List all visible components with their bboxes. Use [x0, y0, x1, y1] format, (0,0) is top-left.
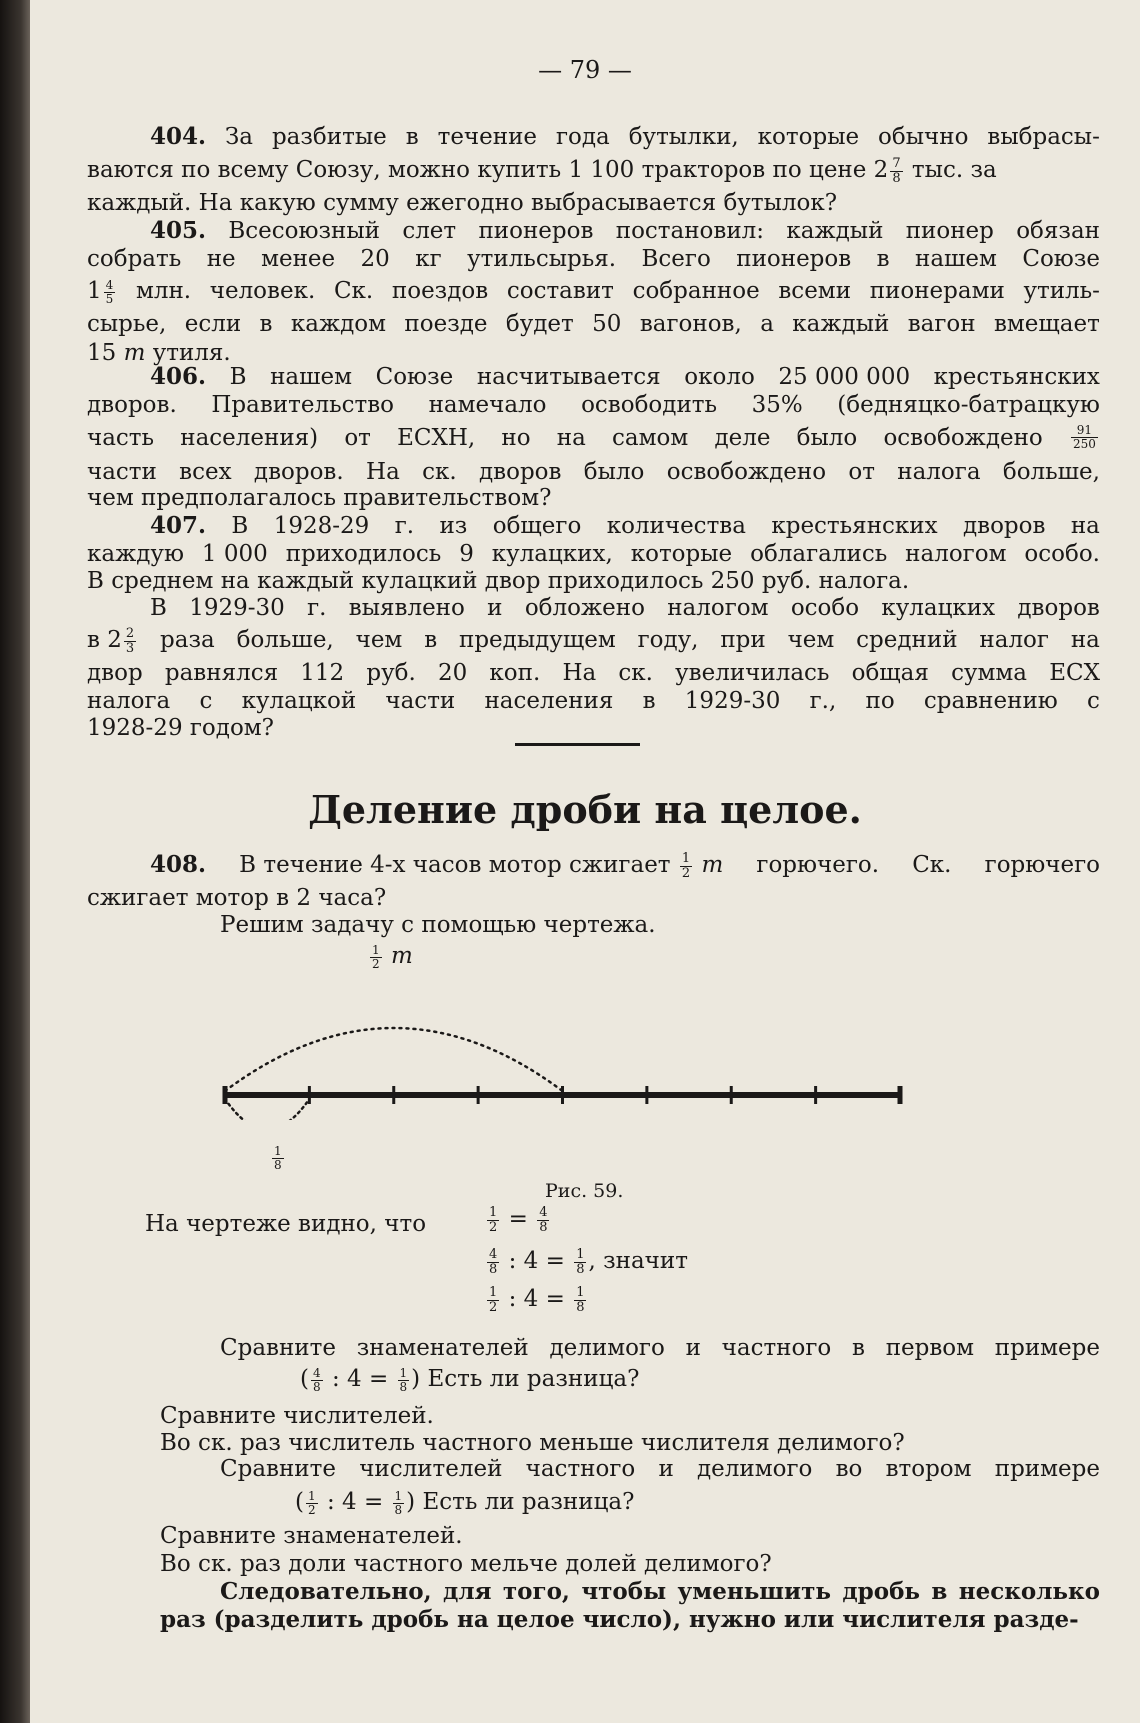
- question-1: [220, 1334, 1100, 1362]
- word: 20: [437, 660, 468, 686]
- word: с: [199, 688, 213, 714]
- word: сравнению: [923, 688, 1058, 714]
- word: освобождено: [883, 425, 1043, 451]
- word: но: [501, 425, 531, 451]
- word: 1 000: [201, 541, 268, 567]
- word: человек.: [209, 278, 316, 304]
- word: налог: [979, 627, 1049, 653]
- word: нашем: [270, 364, 353, 390]
- problem-408-line-3: Решим задачу с помощью чертежа.: [220, 912, 656, 938]
- word: обложено: [524, 595, 645, 621]
- word: а: [760, 311, 774, 337]
- half-arc: [225, 1028, 563, 1091]
- word: от: [344, 425, 371, 451]
- word: примере: [994, 1335, 1100, 1361]
- word: сумма: [951, 660, 1028, 686]
- word: дробь: [842, 1578, 921, 1605]
- word: дворов.: [253, 459, 344, 485]
- word: Всего: [641, 246, 711, 272]
- problem-407-line-7: [87, 687, 1100, 715]
- word: крестьянских: [933, 364, 1100, 390]
- word: налогом: [905, 541, 1007, 567]
- word: собранное: [632, 278, 760, 304]
- word: слет: [402, 218, 457, 244]
- word: крестьянских: [771, 513, 938, 539]
- word: г.,: [809, 688, 837, 714]
- problem-number: 406.: [150, 363, 207, 390]
- word: каждую: [87, 541, 184, 567]
- conclusion-line-2: раз (разделить дробь на целое число), нужно или числителя разде-: [160, 1606, 1079, 1633]
- word: кулацких,: [491, 541, 613, 567]
- equation-intro: На чертеже видно, что: [145, 1211, 427, 1237]
- word: пионер: [905, 218, 994, 244]
- word: в: [424, 627, 438, 653]
- word: сырье,: [87, 311, 167, 337]
- word: каждый: [786, 218, 884, 244]
- word: дворов: [962, 513, 1046, 539]
- word: насчитывается: [476, 364, 661, 390]
- word: первом: [885, 1335, 975, 1361]
- problem-405-line-3: 1 $\frac{4}{5}$ млн. человек. Ск. поездов составит собранное всеми пионерами утиль-: [87, 277, 1100, 306]
- fraction: $\frac{7}{8}$: [892, 155, 901, 186]
- word: не: [206, 246, 236, 272]
- fraction: $\frac{1}{8}$: [274, 1143, 282, 1172]
- word: вагонов,: [639, 311, 742, 337]
- word: увеличилась: [675, 660, 830, 686]
- word: коп.: [489, 660, 541, 686]
- word: За: [224, 124, 254, 150]
- problem-number: 405.: [150, 217, 207, 244]
- book-spine-shadow: [0, 0, 30, 1723]
- word: того,: [502, 1578, 570, 1605]
- word: 9: [459, 541, 474, 567]
- word: (бедняцко-батрацкую: [837, 392, 1100, 418]
- word: В: [231, 513, 249, 539]
- figure-caption: Рис. 59.: [545, 1180, 624, 1202]
- problem-number: 404.: [150, 123, 207, 150]
- word: от: [848, 459, 875, 485]
- word: общая: [851, 660, 929, 686]
- word: г.: [307, 595, 327, 621]
- word: из: [439, 513, 468, 539]
- word: всеми: [778, 278, 852, 304]
- figure-bottom-label: [270, 1143, 286, 1172]
- word: намечало: [428, 392, 547, 418]
- word: налогом: [667, 595, 769, 621]
- word: около: [684, 364, 755, 390]
- word: утильсырья.: [467, 246, 617, 272]
- word: средний: [856, 627, 958, 653]
- word: чем: [787, 627, 835, 653]
- word: чем: [355, 627, 403, 653]
- question-3: Во ск. раз числитель частного меньше числителя делимого?: [160, 1430, 905, 1456]
- word: часть: [87, 425, 155, 451]
- problem-404-line-3: каждый. На какую сумму ежегодно выбрасывается бутылок?: [87, 190, 838, 216]
- word: деле: [714, 425, 771, 451]
- problem-407-line-6: [87, 659, 1100, 687]
- word: обычно: [878, 124, 969, 150]
- word: равнялся: [164, 660, 279, 686]
- word: пионеров: [736, 246, 852, 272]
- equation-1: $\frac{1}{2}$ = $\frac{4}{8}$: [489, 1204, 548, 1235]
- word: при: [720, 627, 766, 653]
- section-divider: [515, 743, 640, 746]
- word: населения): [180, 425, 319, 451]
- word: составит: [506, 278, 614, 304]
- word: дворов.: [87, 392, 177, 418]
- word: вагон: [907, 311, 976, 337]
- word: на: [1070, 627, 1100, 653]
- word: кулацких: [881, 595, 996, 621]
- figure-top-label: $\frac{1}{2}$ т: [372, 942, 413, 971]
- word: с: [1087, 688, 1100, 714]
- question-4-example: ( $\frac{1}{2}$ : 4 = $\frac{1}{8}$ ) Есть ли разница?: [295, 1488, 635, 1517]
- word: 25 000 000: [778, 364, 911, 390]
- word: освободить: [581, 392, 718, 418]
- word: Всесоюзный: [228, 218, 380, 244]
- word: постановил:: [615, 218, 765, 244]
- word: втором: [885, 1456, 972, 1482]
- word: обязан: [1016, 218, 1100, 244]
- word: течение: [437, 124, 538, 150]
- word: В: [150, 595, 167, 621]
- word: Следовательно,: [220, 1578, 432, 1605]
- word: во: [835, 1456, 863, 1482]
- word: было: [796, 425, 858, 451]
- problem-404-line-1: [150, 123, 1100, 151]
- equation-3: $\frac{1}{2}$ : 4 = $\frac{1}{8}$: [489, 1284, 585, 1315]
- word: кулацкой: [241, 688, 357, 714]
- fraction: 91 250: [1072, 423, 1096, 451]
- word: в: [642, 688, 656, 714]
- word: будет: [505, 311, 574, 337]
- word: 35%: [751, 392, 803, 418]
- word: 50: [592, 311, 622, 337]
- word: на: [1070, 513, 1100, 539]
- word: ск.: [422, 459, 457, 485]
- problem-407-line-3: В среднем на каждый кулацкий двор приходилось 250 руб. налога.: [87, 568, 910, 594]
- word: млн.: [135, 278, 192, 304]
- word: в: [852, 1335, 865, 1361]
- word: На: [562, 660, 597, 686]
- word: в: [405, 124, 419, 150]
- word: двор: [87, 660, 143, 686]
- word: общего: [492, 513, 582, 539]
- word: в: [931, 1578, 948, 1605]
- problem-406-line-4: [87, 458, 1100, 486]
- word: больше,: [1002, 459, 1100, 485]
- eighth-arc: [225, 1099, 309, 1120]
- word: по: [865, 688, 895, 714]
- figure-number-line: [30, 960, 1140, 1120]
- problem-406-line-3: [87, 424, 1100, 452]
- word: г.: [394, 513, 415, 539]
- word: чтобы: [581, 1578, 667, 1605]
- word: поездов: [391, 278, 489, 304]
- word: в: [876, 246, 890, 272]
- word: особо.: [1024, 541, 1100, 567]
- word: Союзе: [375, 364, 454, 390]
- word: было: [583, 459, 645, 485]
- word: дворов: [479, 459, 562, 485]
- word: населения: [484, 688, 614, 714]
- word: делимого: [549, 1335, 665, 1361]
- word: которые: [630, 541, 733, 567]
- word: для: [442, 1578, 492, 1605]
- word: Сравните: [220, 1335, 336, 1361]
- word: выявлено: [348, 595, 465, 621]
- word: больше,: [236, 627, 334, 653]
- problem-407-line-2: [87, 540, 1100, 568]
- page-number: — 79 —: [538, 56, 632, 84]
- word: пионерами: [869, 278, 1005, 304]
- word: знаменателей: [356, 1335, 529, 1361]
- word: несколько: [958, 1578, 1100, 1605]
- word: выбрасы-: [987, 124, 1100, 150]
- word: году,: [637, 627, 699, 653]
- word: ск.: [618, 660, 653, 686]
- word: 1929-30: [684, 688, 781, 714]
- fraction: $\frac{2}{3}$: [125, 625, 135, 656]
- word: приходилось: [285, 541, 442, 567]
- word: собрать: [87, 246, 182, 272]
- problem-408-line-2: сжигает мотор в 2 часа?: [87, 885, 387, 911]
- word: и: [658, 1456, 674, 1482]
- word: частного: [525, 1456, 636, 1482]
- problem-405-line-2: [87, 245, 1100, 273]
- word: освобождено: [666, 459, 827, 485]
- word: каждом: [290, 311, 387, 337]
- fraction: $\frac{1}{2}$: [681, 850, 691, 881]
- problem-406-line-5: чем предполагалось правительством?: [87, 485, 552, 511]
- word: самом: [612, 425, 689, 451]
- word: 1929-30: [189, 595, 285, 621]
- word: 20: [360, 246, 390, 272]
- question-4: [220, 1455, 1100, 1483]
- word: и: [487, 595, 503, 621]
- fraction: $\frac{4}{5}$: [105, 277, 114, 306]
- word: На: [366, 459, 400, 485]
- word: части: [385, 688, 456, 714]
- word: 112: [300, 660, 345, 686]
- word: и: [685, 1335, 701, 1361]
- problem-407-line-8: 1928-29 годом?: [87, 715, 275, 741]
- word: ЕСХН,: [397, 425, 476, 451]
- question-1-example: ( $\frac{4}{8}$ : 4 = $\frac{1}{8}$ ) Есть ли разница?: [300, 1365, 640, 1394]
- word: кг: [415, 246, 442, 272]
- word: особо: [790, 595, 860, 621]
- word: руб.: [366, 660, 416, 686]
- word: примере: [994, 1456, 1100, 1482]
- problem-404-line-2: ваются по всему Союзу, можно купить 1 100 тракторов по цене 2 $\frac{7}{8}$ тыс. за: [87, 155, 997, 186]
- word: каждый: [792, 311, 890, 337]
- word: бутылки,: [628, 124, 739, 150]
- word: утиль-: [1023, 278, 1100, 304]
- word: которые: [757, 124, 860, 150]
- word: если: [184, 311, 242, 337]
- word: частного: [721, 1335, 832, 1361]
- problem-405-line-4: [87, 310, 1100, 338]
- problem-number: 407.: [150, 512, 207, 539]
- problem-406-line-1: [150, 363, 1100, 391]
- conclusion-line-1: [220, 1578, 1100, 1606]
- question-6: Во ск. раз доли частного мельче долей делимого?: [160, 1551, 772, 1577]
- problem-407-line-5: в 2 $\frac{2}{3}$ раза больше, чем в предыдущем году, при чем средний налог на: [87, 625, 1100, 656]
- word: менее: [261, 246, 336, 272]
- problem-406-line-2: [87, 391, 1100, 419]
- word: налога: [87, 688, 171, 714]
- word: ЕСХ: [1049, 660, 1100, 686]
- word: Правительство: [211, 392, 395, 418]
- problem-407-line-1: [150, 512, 1100, 540]
- word: в: [259, 311, 273, 337]
- word: пионеров: [478, 218, 594, 244]
- word: облагались: [750, 541, 888, 567]
- question-5: Сравните знаменателей.: [160, 1523, 463, 1549]
- problem-407-line-4: [150, 594, 1100, 622]
- word: на: [556, 425, 586, 451]
- word: уменьшить: [677, 1578, 831, 1605]
- word: В: [229, 364, 247, 390]
- word: числителей: [359, 1456, 503, 1482]
- word: вмещает: [993, 311, 1100, 337]
- word: части: [87, 459, 157, 485]
- word: нашем: [915, 246, 997, 272]
- word: делимого: [697, 1456, 813, 1482]
- book-page: [30, 0, 1140, 1723]
- section-heading: Деление дроби на целое.: [308, 787, 862, 832]
- problem-405-line-1: [150, 217, 1100, 245]
- word: поезде: [404, 311, 488, 337]
- word: Ск.: [333, 278, 374, 304]
- problem-408-line-1: 408. В течение 4-х часов мотор сжигает $\frac{1}{2}$ т горючего. Ск. горючего: [150, 850, 1100, 881]
- word: года: [555, 124, 610, 150]
- word: Сравните: [220, 1456, 336, 1482]
- word: количества: [606, 513, 746, 539]
- word: предыдущем: [459, 627, 616, 653]
- equation-2: $\frac{4}{8}$ : 4 = $\frac{1}{8}$ , значит: [489, 1246, 688, 1277]
- word: всех: [179, 459, 232, 485]
- word: дворов: [1017, 595, 1100, 621]
- word: налога: [897, 459, 981, 485]
- word: разбитые: [271, 124, 387, 150]
- word: 1928-29: [273, 513, 370, 539]
- problem-405-line-5: 15 т утиля.: [87, 340, 231, 366]
- question-2: Сравните числителей.: [160, 1403, 434, 1429]
- problem-number: 408.: [150, 851, 207, 878]
- word: раза: [160, 627, 215, 653]
- fraction: $\frac{1}{2}$: [372, 942, 380, 971]
- word: Союзе: [1022, 246, 1100, 272]
